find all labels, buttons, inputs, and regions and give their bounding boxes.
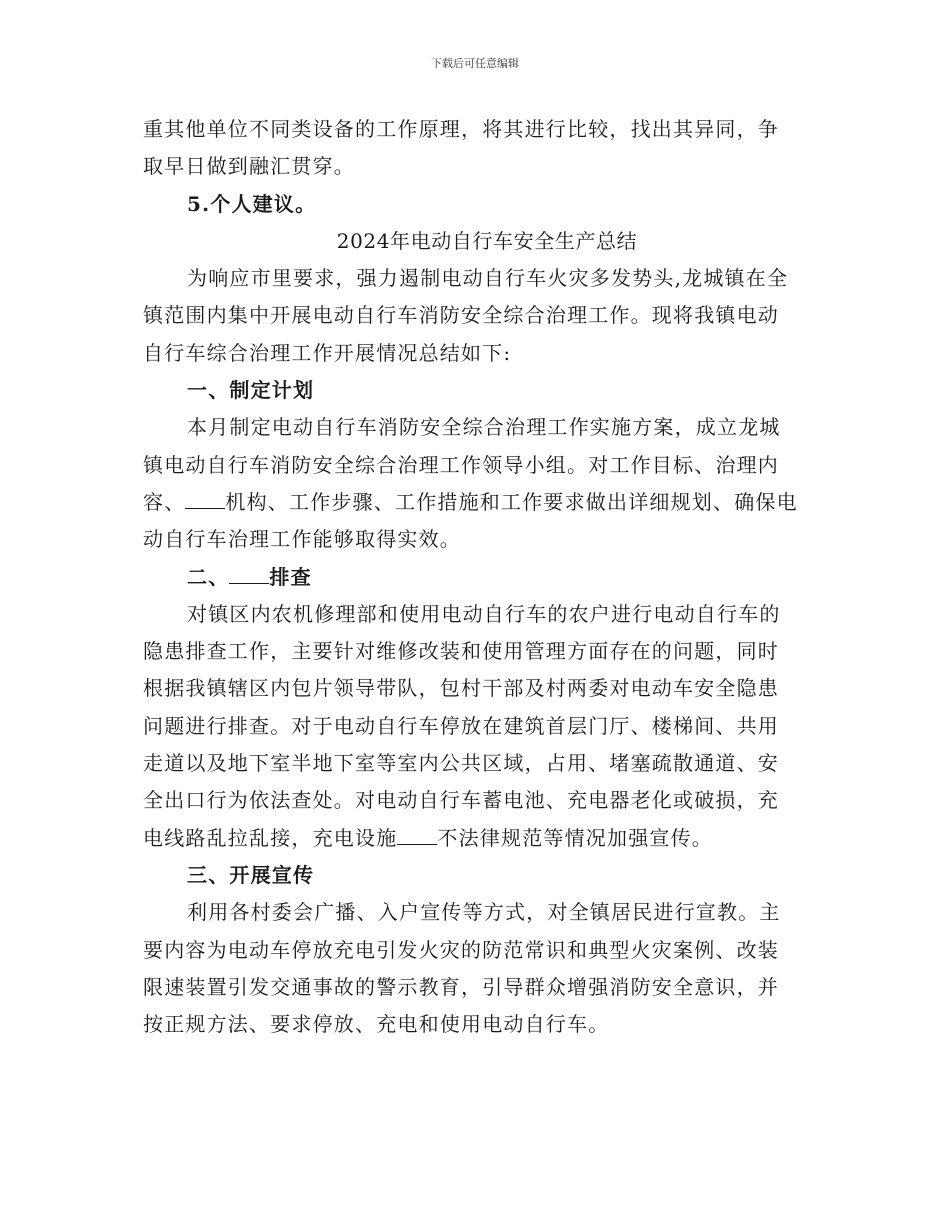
text-segment: 电线路乱拉乱接，充电设施 — [143, 825, 398, 850]
section-3-line: 利用各村委会广播、入户宣传等方式，对全镇居民进行宣教。主 — [187, 900, 781, 925]
section-2-line: 根据我镇辖区内包片领导带队，包村干部及村两委对电动车安全隐患 — [143, 676, 779, 701]
intro-line: 镇范围内集中开展电动自行车消防安全综合治理工作。现将我镇电动 — [143, 303, 779, 328]
continuation-line: 重其他单位不同类设备的工作原理，将其进行比较，找出其异同，争 — [143, 117, 779, 141]
text-segment: 容、 — [143, 489, 186, 514]
text-segment: 排查 — [269, 564, 312, 589]
section-1-line: 镇电动自行车消防安全综合治理工作领导小组。对工作目标、治理内 — [143, 452, 779, 477]
section-1-line — [143, 484, 811, 521]
section-3-heading: 三、开展宣传 — [187, 862, 315, 887]
section-2-line: 走道以及地下室半地下室等室内公共区域，占用、堵塞疏散通道、安 — [143, 751, 779, 776]
section-3-line: 要内容为电动车停放充电引发火灾的防范常识和典型火灾案例、改装 — [143, 937, 779, 962]
document-title: 2024年电动自行车安全生产总结 — [336, 228, 638, 253]
text-segment: 机构、工作步骤、工作措施和工作要求做出详细规划、确保电 — [225, 489, 798, 514]
section-1-heading: 一、制定计划 — [187, 378, 315, 403]
document-body — [143, 111, 811, 1043]
section-1-line: 动自行车治理工作能够取得实效。 — [143, 527, 461, 552]
point-5-heading: 5.个人建议。 — [187, 191, 317, 216]
continuation-line: 取早日做到融汇贯穿。 — [143, 154, 355, 179]
section-2-line — [143, 820, 811, 857]
text-segment: 二、 — [187, 564, 230, 589]
section-1-line: 本月制定电动自行车消防安全综合治理工作实施方案，成立龙城 — [187, 415, 781, 440]
section-3-line: 按正规方法、要求停放、充电和使用电动自行车。 — [143, 1012, 610, 1037]
blank-underline — [397, 826, 437, 845]
page-header-note: 下载后可任意编辑 — [431, 57, 519, 70]
section-2-heading — [143, 559, 811, 596]
text-segment: 不法律规范等情况加强宣传。 — [437, 825, 714, 850]
blank-underline — [185, 490, 225, 509]
section-2-line: 隐患排查工作，主要针对维修改装和使用管理方面存在的问题，同时 — [143, 639, 779, 664]
section-2-line: 问题进行排查。对于电动自行车停放在建筑首层门厅、楼梯间、共用 — [143, 713, 779, 738]
blank-underline — [229, 565, 269, 584]
intro-line: 为响应市里要求，强力遏制电动自行车火灾多发势头,龙城镇在全 — [187, 266, 789, 291]
intro-line: 自行车综合治理工作开展情况总结如下: — [143, 340, 512, 365]
section-2-line: 对镇区内农机修理部和使用电动自行车的农户进行电动自行车的 — [187, 601, 781, 626]
section-2-line: 全出口行为依法查处。对电动自行车蓄电池、充电器老化或破损，充 — [143, 788, 779, 813]
section-3-line: 限速装置引发交通事故的警示教育，引导群众增强消防安全意识，并 — [143, 974, 779, 999]
